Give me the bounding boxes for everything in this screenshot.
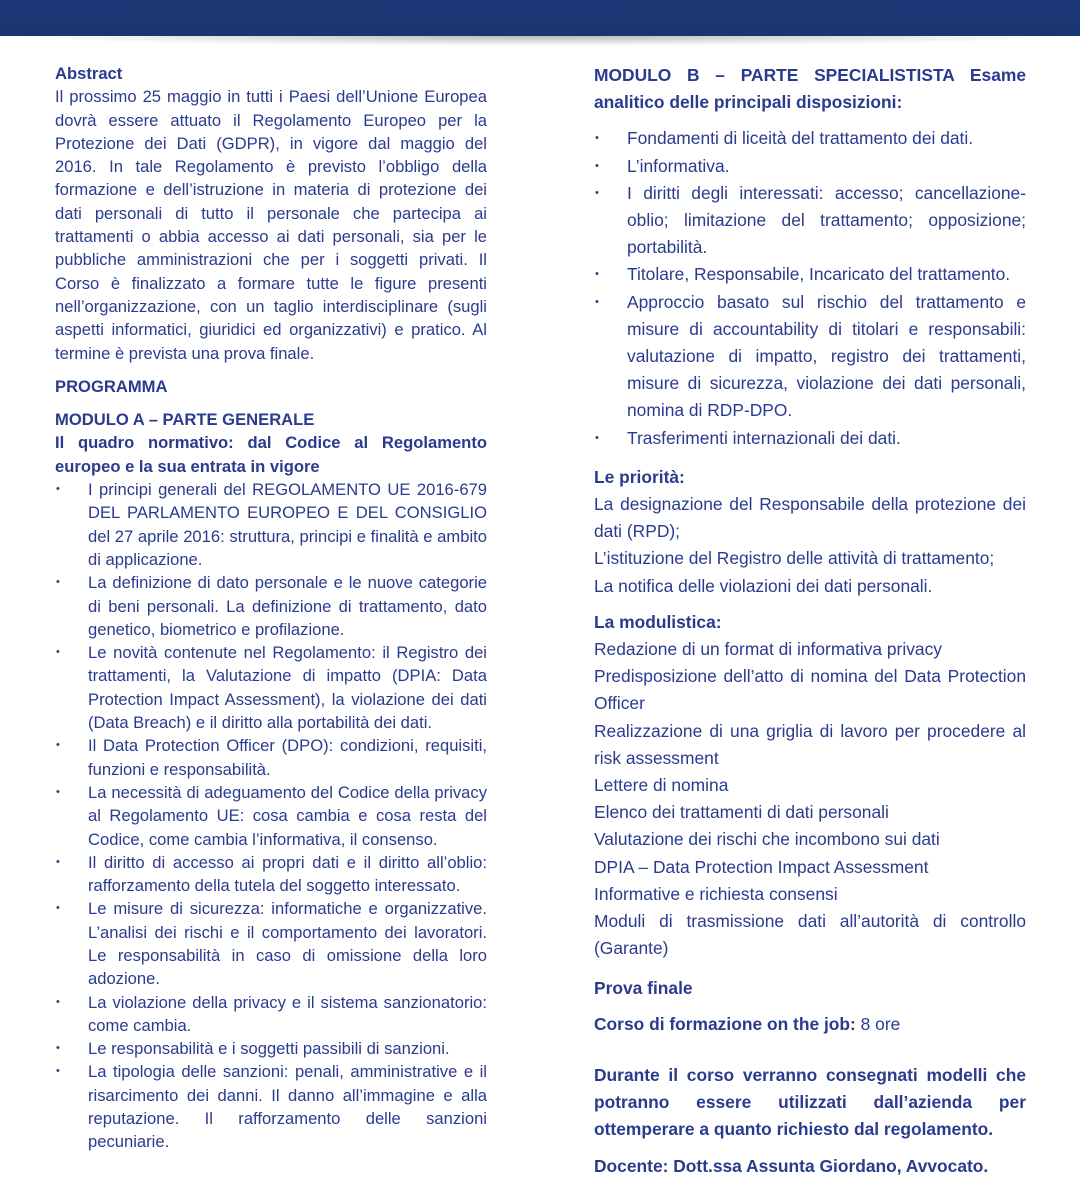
list-item: • Trasferimenti internazionali dei dati. <box>594 425 1026 452</box>
corso-line <box>594 1011 1026 1038</box>
left-column <box>55 62 487 1154</box>
list-item: • La violazione della privacy e il sistema sanzionatorio: come cambia. <box>55 991 487 1038</box>
modulistica-line: DPIA – Data Protection Impact Assessment <box>594 856 929 877</box>
header-shadow <box>0 36 1080 46</box>
priorita-line: La designazione del Responsabile della protezione dei dati (RPD); <box>594 494 1026 542</box>
list-item: • L’informativa. <box>594 153 1026 180</box>
priorita-line: L’istituzione del Registro delle attività di trattamento; <box>594 548 995 569</box>
modulistica-line: Valutazione dei rischi che incombono sui dati <box>594 829 940 850</box>
docente: Docente: Dott.ssa Assunta Giordano, Avvocato. <box>594 1155 989 1176</box>
programma-heading: PROGRAMMA <box>55 376 168 396</box>
list-item: • I principi generali del REGOLAMENTO UE 2016-679 DEL PARLAMENTO EUROPEO E DEL CONSIGLIO del 27 aprile 2016: struttura, principi e finalità e ambito di applicazione. <box>55 478 487 571</box>
list-item: • I diritti degli interessati: accesso; cancellazione-oblio; limitazione del trattamento; opposizione; portabilità. <box>594 180 1026 262</box>
list-item: • Le misure di sicurezza: informatiche e organizzative. L’analisi dei rischi e il comportamento dei lavoratori. Le responsabilità in caso di omissione della loro adozione. <box>55 897 487 990</box>
abstract-text: Il prossimo 25 maggio in tutti i Paesi dell’Unione Europea dovrà essere attuato il Regolamento Europeo per la Protezione dei Dati (GDPR), in vigore dal maggio del 2016. In tale Regolamento è previsto l’obbligo della formazione e dell’istruzione in materia di protezione dei dati personali di tutto il personale che partecipa ai trattamenti o abbia accesso ai dati personali, sia per le pubbliche amministrazioni che per i soggetti privati. Il Corso è finalizzato a formare tutte le figure presenti nell’organizzazione, con un taglio interdisciplinare (sugli aspetti informatici, giuridici ed organizzativi) e pratico. Al termine è prevista una prova finale. <box>55 87 487 363</box>
priorita-heading: Le priorità: <box>594 466 685 487</box>
modulistica-line: Lettere di nomina <box>594 775 729 796</box>
list-item: • Le novità contenute nel Regolamento: il Registro dei trattamenti, la Valutazione di impatto (DPIA: Data Protection Impact Assessment), la violazione dei dati (Data Breach) e il diritto alla portabilità dei dati. <box>55 641 487 734</box>
list-item: • La tipologia delle sanzioni: penali, amministrative e il risarcimento dei danni. Il danno all’immagine e alla reputazione. Il rafforzamento delle sanzioni pecuniarie. <box>55 1060 487 1153</box>
corso-label: Corso di formazione on the job: <box>594 1013 856 1034</box>
modulo-b-heading: MODULO B – PARTE SPECIALISTISTA Esame analitico delle principali disposizioni: <box>594 65 1026 113</box>
prova-finale: Prova finale <box>594 977 693 998</box>
list-item: • Il Data Protection Officer (DPO): condizioni, requisiti, funzioni e responsabilità. <box>55 734 487 781</box>
header-band <box>0 0 1080 36</box>
corso-value: 8 ore <box>860 1013 901 1034</box>
modulo-a-subheading: Il quadro normativo: dal Codice al Regolamento europeo e la sua entrata in vigore <box>55 433 487 476</box>
modulistica-line: Predisposizione dell’atto di nomina del Data Protection Officer <box>594 666 1026 714</box>
modulistica-line: Realizzazione di una griglia di lavoro per procedere al risk assessment <box>594 720 1026 768</box>
priorita-line: La notifica delle violazioni dei dati personali. <box>594 575 933 596</box>
closing-note: Durante il corso verranno consegnati modelli che potranno essere utilizzati dall’azienda per ottemperare a quanto richiesto dal regolamento. <box>594 1064 1026 1140</box>
list-item: • Fondamenti di liceità del trattamento dei dati. <box>594 125 1026 152</box>
modulistica-heading: La modulistica: <box>594 611 722 632</box>
modulo-a-heading: MODULO A – PARTE GENERALE <box>55 410 315 430</box>
abstract-heading: Abstract <box>55 64 123 83</box>
modulistica-line: Redazione di un format di informativa privacy <box>594 639 942 660</box>
list-item: • La definizione di dato personale e le nuove categorie di beni personali. La definizione di trattamento, dato genetico, biometrico e profilazione. <box>55 571 487 641</box>
list-item: • Le responsabilità e i soggetti passibili di sanzioni. <box>55 1037 487 1060</box>
list-item: • Approccio basato sul rischio del trattamento e misure di accountability di titolari e responsabili: valutazione di impatto, registro dei trattamenti, misure di sicurezza, violazione dei dati personali, nomina di RDP-DPO. <box>594 289 1026 425</box>
modulistica-line: Informative e richiesta consensi <box>594 883 838 904</box>
list-item: • La necessità di adeguamento del Codice della privacy al Regolamento UE: cosa cambia e cosa resta del Codice, come cambia l’informativa, il consenso. <box>55 781 487 851</box>
modulo-a-list <box>55 478 487 1154</box>
list-item: • Il diritto di accesso ai propri dati e il diritto all’oblio: rafforzamento della tutela del soggetto interessato. <box>55 851 487 898</box>
modulistica-line: Elenco dei trattamenti di dati personali <box>594 802 889 823</box>
list-item: • Titolare, Responsabile, Incaricato del trattamento. <box>594 261 1026 288</box>
modulistica-line: Moduli di trasmissione dati all’autorità di controllo (Garante) <box>594 911 1026 959</box>
right-column <box>594 62 1026 1180</box>
modulo-b-list <box>594 125 1026 451</box>
